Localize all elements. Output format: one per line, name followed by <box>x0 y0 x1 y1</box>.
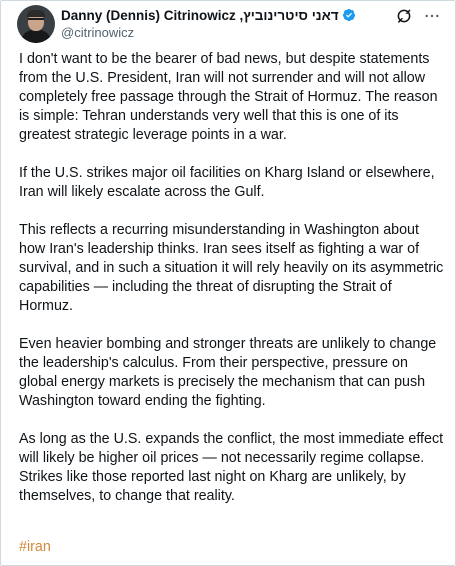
grok-icon[interactable] <box>395 7 413 25</box>
verified-badge-icon <box>342 8 356 22</box>
post-paragraph-4: Even heavier bombing and stronger threats are unlikely to change the leadership's calculus. From their perspective, pressure on global energy markets is precisely the mechanism that can push Washington toward ending the fighting. <box>19 336 437 409</box>
post-header <box>17 5 441 45</box>
post-paragraph-2: If the U.S. strikes major oil facilities on Kharg Island or elsewhere, Iran will likely escalate across the Gulf. <box>19 165 435 200</box>
avatar-shirt <box>21 30 51 43</box>
post-paragraph-5: As long as the U.S. expands the conflict, the most immediate effect will likely be higher oil prices — not necessarily regime collapse. Strikes like those reported last night on Kharg are unlikely, by themselves, to change that reality. <box>19 431 444 504</box>
author-name-line <box>61 6 356 24</box>
post-paragraph-1: I don't want to be the bearer of bad news, but despite statements from the U.S. President, Iran will not surrender and will not allow completely free passage through the Strait of Hormuz. The reason is simple: Tehran understands very well that this is one of its greatest strategic leverage points in a war. <box>19 51 438 143</box>
header-actions <box>395 7 441 25</box>
avatar[interactable] <box>17 5 55 43</box>
author-handle[interactable]: @citrinowicz <box>61 25 135 40</box>
hashtag-link[interactable]: #iran <box>19 539 51 555</box>
more-icon[interactable] <box>423 7 441 25</box>
post-body <box>19 50 445 525</box>
author-display-name[interactable]: Danny (Dennis) Citrinowicz ,דאני סיטרינוביץ <box>61 7 339 23</box>
post-paragraph-3: This reflects a recurring misunderstanding in Washington about how Iran's leadership thinks. Iran sees itself as fighting a war of survival, and in such a situation it will rely heavily on its asymmetric capabilities — including the threat of disrupting the Strait of Hormuz. <box>19 222 444 314</box>
avatar-hair <box>27 10 45 17</box>
avatar-glasses <box>28 18 44 24</box>
